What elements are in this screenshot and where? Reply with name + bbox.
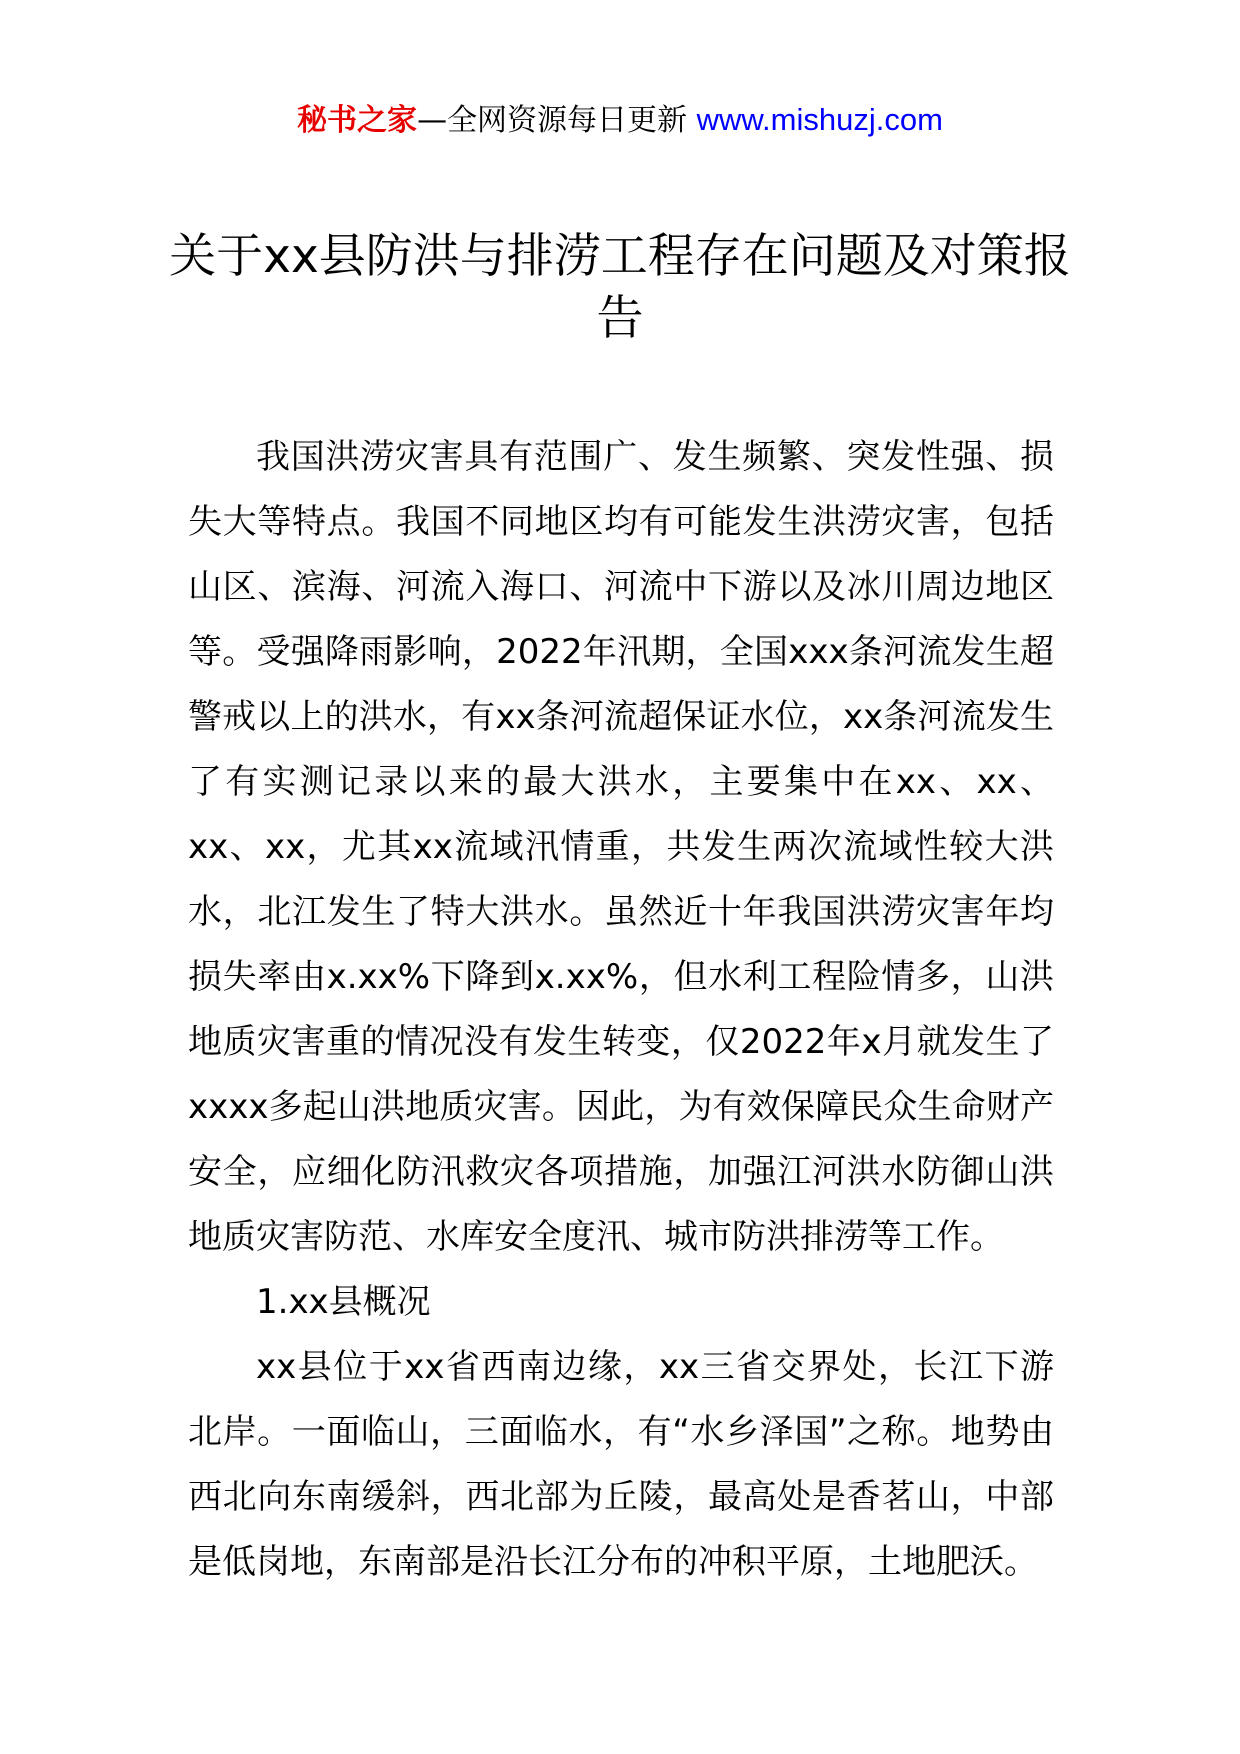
document-title: 关于xx县防洪与排涝工程存在问题及对策报告 (169, 229, 1071, 346)
document-body (188, 425, 1054, 1595)
site-brand: 秘书之家 (297, 103, 418, 138)
site-header (0, 100, 1240, 141)
paragraph-overview: xx县位于xx省西南边缘，xx三省交界处，长江下游北岸。一面临山，三面临水，有“水乡泽国”之称。地势由西北向东南缓斜，西北部为丘陵，最高处是香茗山，中部是低岗地，东南部是沿长江分布的冲积平原，土地肥沃。 (188, 1347, 1054, 1582)
site-slogan: —全网资源每日更新 (417, 103, 697, 138)
section-heading: 1.xx县概况 (256, 1282, 431, 1322)
paragraph-intro: 我国洪涝灾害具有范围广、发生频繁、突发性强、损失大等特点。我国不同地区均有可能发生洪涝灾害，包括山区、滨海、河流入海口、河流中下游以及冰川周边地区等。受强降雨影响，2022年汛期，全国xxx条河流发生超警戒以上的洪水，有xx条河流超保证水位，xx条河流发生了有实测记录以来的最大洪水，主要集中在xx、xx、xx、xx，尤其xx流域汛情重，共发生两次流域性较大洪水，北江发生了特大洪水。虽然近十年我国洪涝灾害年均损失率由x.xx%下降到x.xx%，但水利工程险情多，山洪地质灾害重的情况没有发生转变，仅2022年x月就发生了xxxx多起山洪地质灾害。因此，为有效保障民众生命财产安全，应细化防汛救灾各项措施，加强江河洪水防御山洪地质灾害防范、水库安全度汛、城市防洪排涝等工作。 (188, 437, 1054, 1257)
site-url-link[interactable]: www.mishuzj.com (696, 102, 943, 137)
